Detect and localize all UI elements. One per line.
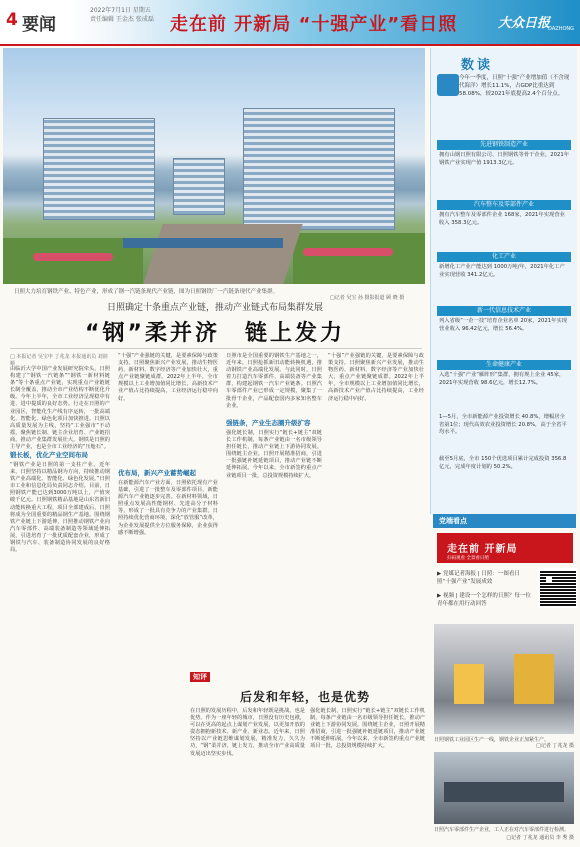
subhead-3: 强链条，产业生态圈升级扩容 <box>226 419 311 427</box>
data-text-it: 列入省级“一企一技”培育企业名单 20家，2021年实现营业收入 96.42亿元，增长 56.4%。 <box>439 318 568 332</box>
main-photo <box>3 48 425 284</box>
subhead-1: 锻长板，优化产业空间布局 <box>10 451 88 459</box>
article-col1b: “钢铁产业是日照的第一支柱产业，近年来，日照坚持以精品钢为方向，持续推动钢铁产业高端化、智能化、绿色化发展。”日照市工业和信息化局负责同志介绍。目前，日照钢铁产能已达到3000万吨以上，产值突破千亿元。日照钢铁精品基地是山东省新旧动能转换重大工程，项目全部建成后，日照将成为全国重要的精品钢生产基地。围绕钢铁产业链上下游延伸，日照推动钢铁产业向汽车零部件、高端装备制造等领域延伸拓展，引进培育了一批优质配套企业，形成了钢铁与汽车、装备制造协同发展的良好格局。 <box>10 462 110 554</box>
photo-caption-2: 日照汽车零部件生产企业，工人正在对汽车零部件进行检测。 <box>434 827 570 833</box>
factory-photo-1 <box>434 624 574 734</box>
article-col2: “十强”产业强链的关键，是要素保障与政策支持。日照聚焦新兴产业发展，推动生物医药、新材料、数字经济等产业加快壮大，重点产业链聚链成群。2022年上半年，全市规模以上工业增加值同比增长，高新技术产业产值占比持续提高，工业经济运行稳中向好。 <box>118 353 218 402</box>
building-mid <box>173 158 225 215</box>
section-name: 要闻 <box>22 15 56 35</box>
panel-item-poster[interactable]: ▶ 党媒记者海报 | 日照：一图看日照“十强产业”发展成效 <box>437 571 520 585</box>
data-title-auto: 汽车整车及零部件产业 <box>437 200 571 210</box>
data-intro: 今年一季度，日照“十强”产业增加值（不含现代海洋）增长11.1%，占GDP比重达到58.08%，较2021年底提高2.4个百分点。 <box>459 75 570 97</box>
factory-photo-2 <box>434 752 574 824</box>
commentary-title: 后发和年轻，也是优势 <box>239 690 370 704</box>
data-title-steel: 先进钢铁制造产业 <box>437 140 571 150</box>
banner-title <box>170 10 457 36</box>
newspaper-logo: 大众日报 <box>497 16 550 31</box>
photo-caption: 日照大力培育钢铁产业、特色产业，形成了钢一汽链条现代产业链，图为日照钢铁厂一汽链条现代产业集群。 <box>14 289 279 295</box>
page-number: 4 <box>6 10 18 30</box>
date-line <box>90 6 154 24</box>
robot-arm-shape <box>454 664 484 704</box>
newspaper-logo-sub: DAZHONG <box>548 26 574 32</box>
kicker: 日照确定十条重点产业链，推动产业链式布局集群发展 <box>106 303 323 313</box>
data-title-chem: 化工产业 <box>437 252 571 262</box>
data-text-steel: 拥有山钢日照有限公司、日照钢铁等骨干企业，2021年钢铁产业实现产值 1913.3亿元。 <box>439 152 570 166</box>
article-col2b: 在新能源汽车产业方面，日照依托现有产业基础，引进了一批整车及零部件项目，新能源汽车产业链逐步完善。在新材料领域，日照重点发展高性能钢材、先进高分子材料等，形成了一批具有竞争力的产业集群。日照持续优化营商环境，深化“放管服”改革，为企业发展提供全方位服务保障，企业获得感不断增强。 <box>118 480 218 536</box>
panel-title: 党端看点 <box>433 514 576 528</box>
data-column <box>430 48 577 514</box>
gate-sign <box>123 238 283 248</box>
commentary-col2: 强化链长制，日照实行“链长+链主”双链长工作机制，每条产业链由一名市级领导担任链长，推动产业链上下游协同发展。围绕链主企业，日照开展精准招商，引进一批强链补链延链项目，推动产业链不断延伸拓展。今年以来，全市新签约重点产业链项目一批，总投资规模持续扩大。 <box>310 708 425 750</box>
data-title-health: 生命健康产业 <box>437 360 571 370</box>
commentary-tag: 知评 <box>190 672 210 682</box>
photo-credit-2: □记者 丁兆龙 通讯员 李 秀 摄 <box>506 835 574 841</box>
banner-part-a: 走在前 开新局 <box>170 14 292 35</box>
data-text-chem: 新增化工产业产能达到 1000万吨/年，2021年化工产业实现营收 341.2亿元。 <box>439 264 565 278</box>
data-heading: 数读 <box>461 58 494 73</box>
road <box>143 224 302 284</box>
headline: “钢”柔并济 链上发力 <box>85 321 345 346</box>
photo-credit: □记者 吴宝 孙 摄影报道 顾 晓 摄 <box>330 295 405 301</box>
article-col4: “十强”产业强链的关键，是要素保障与政策支持。日照聚焦新兴产业发展，推动生物医药、新材料、数字经济等产业加快壮大，重点产业链聚链成群。2022年上半年，全市规模以上工业增加值同比增长，高新技术产业产值占比持续提高，工业经济运行稳中向好。 <box>328 353 424 402</box>
panel-item-video[interactable]: ▶ 视频 | 建设一个怎样的日照？每一位青年都在用行动回答 <box>437 593 531 607</box>
lawn-right <box>293 233 425 284</box>
flower-bed <box>33 253 113 261</box>
editor-text: 责任编辑 王金杰 张成磊 <box>90 16 154 23</box>
commentary-col1: 在日照的发展历程中，后发和年轻既是挑战，也是优势。作为一座年轻的城市，日照没有历史包袱，可以在更高的起点上谋划产业发展，以更加开放的姿态拥抱新技术、新产业、新业态。近年来，日照坚持以产业链思维谋划发展，精准发力，久久为功，“钢”柔并济，链上发力，推动全市产业高质量发展迈出坚实步伐。 <box>190 708 305 757</box>
promo-banner[interactable] <box>437 533 573 563</box>
building-left <box>43 118 155 220</box>
date-text: 2022年7月1日 星期五 <box>90 7 151 14</box>
photo-caption-1: 日照钢铁工业园区生产一线，钢铁企业正加紧生产。 <box>434 737 550 743</box>
promo-title: 走在前 开新局 <box>447 544 518 555</box>
chart-icon <box>437 74 459 96</box>
promo-sub: 扫码观看 全景看日照 <box>447 556 489 561</box>
banner-part-b: “十强产业”看日照 <box>298 14 458 35</box>
data-title-it: 新一代信息技术产业 <box>437 306 571 316</box>
divider <box>10 348 422 349</box>
article-col3: 强化链长制，日照实行“链长+链主”双链长工作机制，每条产业链由一名市级领导担任链长，推动产业链上下游协同发展。围绕链主企业，日照开展精准招商，引进一批强链补链延链项目，推动产业链不断延伸拓展。今年以来，全市新签约重点产业链项目一批，总投资规模持续扩大。 <box>226 430 322 479</box>
article-col3-top: 日照市是全国重要的钢铁生产基地之一，近年来，日照抢抓新旧动能转换机遇，推动钢铁产业高端化发展。与此同时，日照着力打造汽车零部件、高端装备等产业集群，构建起钢铁一汽车产业链条。日照汽车零部件产业已形成一定规模，聚集了一批骨干企业，产品配套国内多家知名整车企业。 <box>226 353 322 409</box>
robot-arm-shape <box>514 654 554 704</box>
byline: □ 本报记者 吴宝申 丁兆龙 本报通讯员 刘润 顺 <box>10 354 108 367</box>
workbench-shape <box>444 782 564 802</box>
data-text-auto: 拥有汽车整车及零部件企业 168家，2021年实现营业收入 358.3亿元。 <box>439 212 565 226</box>
article-col1: 由临沂大学中国产业发展研究院牵头，日照构建了“钢铁一汽链条”“钢铁一新材料链条”等十条重点产业链，实现重点产业链链长制全覆盖，推动全市产业结构不断优化升级。今年上半年，全市工业经济呈现稳中有进、进中提质的良好态势。行走在日照的产业园区，智能化生产线有序运转，一批高端化、智能化、绿色化项目加快推进。日照以高质量发展为主线，坚持“工业强市”不动摇，聚焦链长制、链主企业培育、产业链招商，推动产业集群发展壮大。钢铁是日照的主导产业，也是全市工业经济的“压舱石”。 <box>10 366 110 451</box>
data-text-health: 入选“十强”产业“雁阵形”集群，拥有规上企业 45家，2021年实现营收 98.6亿元，增长12.7%。 <box>439 372 565 386</box>
data-text-energy: 1—5月，全市新能源产业投资增长 40.8%，增幅居全省第1位；现代高效农业投资增长 20.8%，高于全省平均水平。 <box>439 414 567 435</box>
subhead-2: 优布局，新兴产业蓄势崛起 <box>118 469 196 477</box>
flower-bed <box>303 248 393 256</box>
masthead <box>0 0 580 46</box>
lawn-left <box>3 238 143 284</box>
photo-credit-1: □记者 丁兆龙 摄 <box>536 743 574 749</box>
qr-code-icon[interactable] <box>538 568 578 608</box>
building-right <box>243 108 395 230</box>
data-text-projects: 截至5月底，全市 150个优选项目累计完成投资 356.8亿元，完成年度计划的 50.2%。 <box>439 456 567 470</box>
